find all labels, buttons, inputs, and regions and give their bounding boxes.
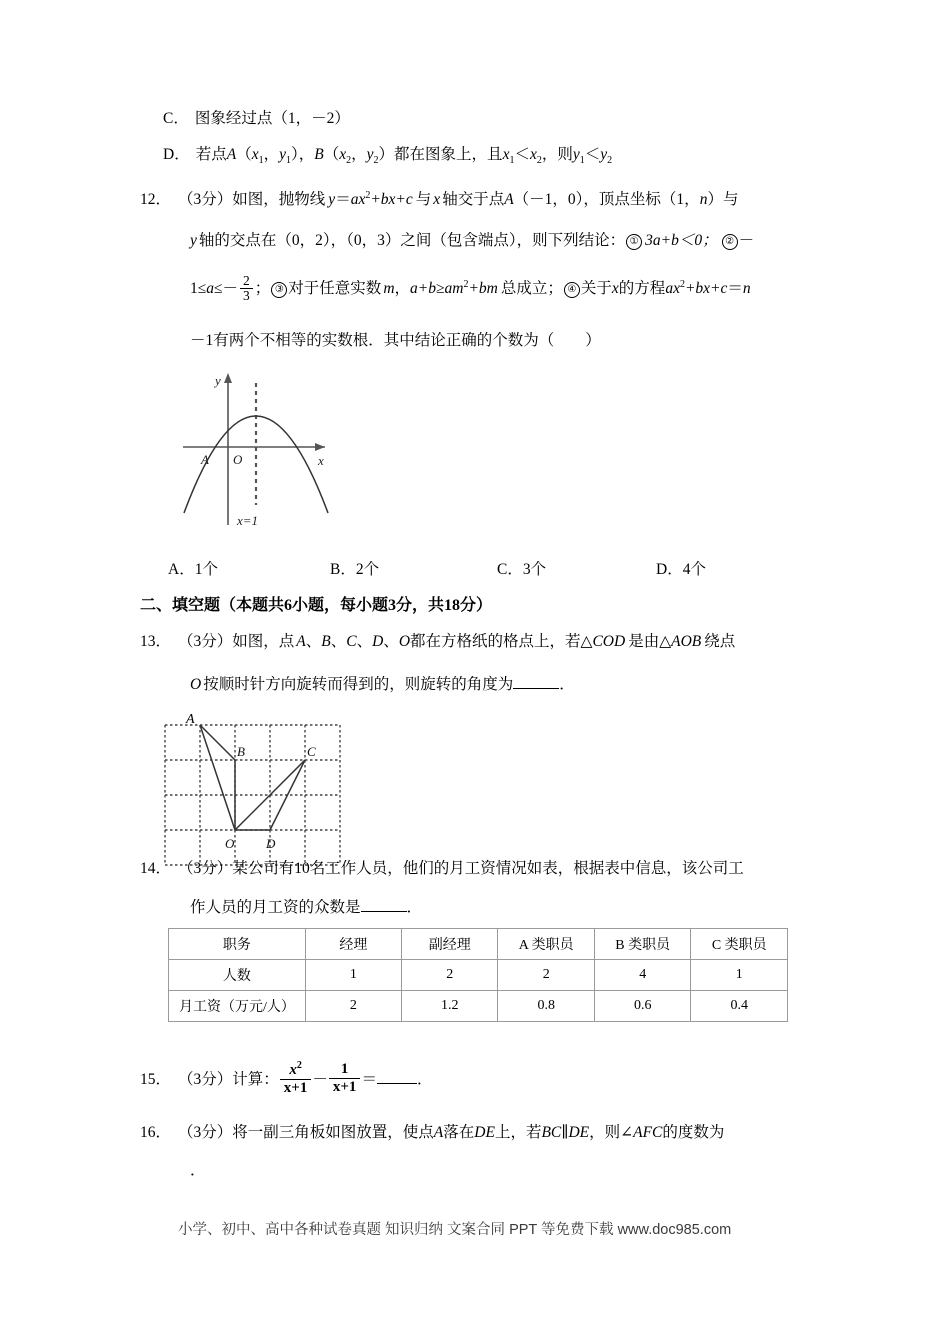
- q13-ptC: C: [346, 633, 357, 650]
- q16-e: 的度数为: [662, 1124, 725, 1141]
- q13-l1f: 都在方格纸的格点上，若△: [410, 633, 593, 650]
- q15-f2-denominator: x+1: [329, 1078, 361, 1096]
- q16-BC: BC: [541, 1124, 562, 1141]
- triangle-aob: [200, 725, 235, 830]
- q12-option-a-label: A．: [168, 561, 195, 578]
- q12-l1b: 与: [415, 191, 432, 209]
- q16-b: 落在: [443, 1124, 475, 1141]
- q15-equals: ＝: [361, 1070, 377, 1088]
- q12-sup: 2: [365, 190, 371, 201]
- q13-grid-figure: [163, 723, 343, 868]
- q13-ptD: D: [372, 633, 384, 650]
- q12-l3bxc: +bx+c: [684, 280, 728, 298]
- q15-points: （3分）: [178, 1070, 233, 1088]
- q12-bxc: +bx+c: [370, 191, 413, 209]
- q13-l1h: 绕点: [704, 633, 736, 650]
- q11-d-x2: x: [339, 146, 347, 163]
- q16-parallel-symbol: ∥: [561, 1124, 569, 1141]
- q12-l3e: 总成立；: [500, 280, 563, 298]
- q12-l3av: a: [206, 280, 215, 298]
- q13-sep2: 、: [330, 633, 347, 650]
- q11-d-i3: y: [572, 146, 580, 163]
- q12-l2y: y: [190, 232, 197, 249]
- q11-d-x1sub: 1: [258, 155, 264, 167]
- table-cell: 1: [305, 960, 401, 991]
- q13-sep4: 、: [383, 633, 399, 650]
- q11-d-i2: x: [529, 146, 537, 163]
- q12-l3ge: ≥: [436, 280, 445, 298]
- q16-DE2: DE: [568, 1124, 590, 1141]
- table-cell: 人数: [169, 960, 306, 991]
- q12-number: 12．: [140, 191, 172, 209]
- q12-l1d: （－1，0），顶点坐标（1，: [513, 191, 700, 209]
- q15-fraction-1: [280, 1060, 312, 1097]
- frac-numerator: 2: [243, 273, 250, 288]
- q12-option-d-text: 4个: [682, 561, 706, 578]
- table-row: [169, 960, 788, 991]
- q14-points: （3分）: [178, 860, 233, 877]
- q12-l3f: 关于: [580, 280, 612, 298]
- q13-sep1: 、: [305, 633, 322, 650]
- q11-d-t1: 若点: [195, 146, 227, 163]
- q12-line4: －1有两个不相等的实数根．其中结论正确的个数为（ ）: [190, 332, 601, 349]
- q11-d-y2sub: 2: [373, 155, 379, 167]
- q12-option-b-text: 2个: [355, 561, 380, 578]
- q15-line: [140, 1062, 432, 1099]
- table-cell: 副经理: [401, 929, 498, 960]
- q12-l3sup2: 2: [679, 279, 685, 291]
- footer-watermark: 小学、初中、高中各种试卷真题 知识归纳 文案合同 PPT 等免费下载 www.doc985.com: [178, 1222, 732, 1238]
- q12-option-c-text: 3个: [522, 561, 547, 578]
- q12-option-a[interactable]: [168, 557, 218, 579]
- q13-points: （3分）: [178, 633, 233, 650]
- q12-option-d[interactable]: [656, 557, 706, 579]
- q11-d-i4s: 2: [607, 155, 613, 167]
- q12-l1e: ）与: [707, 191, 739, 209]
- q16-c: 上，若: [494, 1124, 542, 1141]
- q12-l3semi: ；: [254, 280, 271, 298]
- q12-l3m: m: [383, 280, 395, 298]
- grid-label-O: O: [225, 836, 235, 851]
- table-cell: 0.6: [594, 991, 691, 1022]
- q14-line1: [140, 860, 744, 879]
- table-cell: A 类职员: [498, 929, 595, 960]
- table-row: [169, 991, 788, 1022]
- q14-l2a: 作人员的月工资的众数是: [190, 899, 361, 916]
- point-A-label: A: [201, 452, 209, 467]
- q16-points: （3分）: [178, 1124, 233, 1141]
- q12-option-a-text: 1个: [194, 561, 218, 578]
- q14-l2b: ．: [406, 899, 423, 916]
- q12-l3a: 1≤: [190, 280, 207, 298]
- q11-d-then: ，则: [541, 146, 573, 163]
- table-cell: 2: [305, 991, 401, 1022]
- q14-number: 14．: [140, 860, 172, 877]
- symmetry-line-label: x=1: [237, 513, 259, 528]
- q13-l1g: 是由△: [628, 633, 672, 650]
- q11-d-t2: （: [236, 146, 252, 163]
- q15-period: ．: [416, 1070, 433, 1088]
- q12-pointA: A: [504, 191, 514, 209]
- q14-l1: 某公司有10名工作人员，他们的月工资情况如表，根据表中信息，该公司工: [232, 860, 744, 877]
- parabola-svg: [175, 365, 365, 535]
- q15-f1-denominator: x+1: [280, 1079, 312, 1097]
- circled-four: ④: [564, 282, 580, 298]
- q13-l2O: O: [190, 676, 202, 693]
- table-cell: 1: [691, 960, 788, 991]
- table-cell: 2: [401, 960, 498, 991]
- q12-line3: [190, 275, 751, 304]
- q11-d-pointB: B: [314, 146, 324, 163]
- q12-l3eq: ＝: [727, 280, 743, 298]
- section-two-heading: 二、填空题（本题共6小题，每小题3分，共18分）: [140, 597, 493, 614]
- circled-three: ③: [271, 282, 287, 298]
- circled-two: ②: [722, 234, 738, 250]
- frac-denominator: 3: [240, 288, 253, 303]
- q13-number: 13．: [140, 633, 172, 650]
- table-row: [169, 929, 788, 960]
- q12-eq: ＝: [335, 191, 351, 209]
- q15-answer-blank[interactable]: [377, 1070, 417, 1084]
- q11-d-t4: （: [323, 146, 340, 163]
- q11-option-c-text: 图象经过点（1，－2）: [194, 110, 350, 127]
- q14-line2: [190, 898, 422, 918]
- q11-d-c2: ，: [351, 146, 367, 163]
- table-cell: 2: [498, 960, 595, 991]
- q12-n: n: [699, 191, 708, 209]
- q13-tri-aob: AOB: [671, 633, 702, 650]
- q13-ptO: O: [398, 633, 411, 650]
- q12-l3b: ≤－: [214, 280, 239, 298]
- q16-line1: [140, 1124, 724, 1143]
- q15-f1-exponent: 2: [296, 1060, 302, 1071]
- q12-l3am: am: [444, 280, 464, 298]
- q15-f1-numerator: [280, 1060, 312, 1079]
- q12-l1a: 如图，抛物线: [232, 191, 326, 209]
- q12-option-b[interactable]: [330, 557, 379, 579]
- q12-l3d: ，: [394, 280, 411, 298]
- q13-ptB: B: [321, 633, 331, 650]
- table-cell: 1.2: [401, 991, 498, 1022]
- q11-option-c: [163, 110, 350, 129]
- q12-l3ax: ax: [665, 280, 680, 298]
- q12-ax: ax: [350, 191, 366, 209]
- q11-d-t3: ），: [291, 146, 315, 163]
- q16-d: ，则∠: [589, 1124, 634, 1141]
- q12-parabola-figure: [175, 365, 365, 535]
- q16-number: 16．: [140, 1124, 172, 1141]
- q12-option-d-label: D．: [656, 561, 683, 578]
- q11-d-lt2: ＜: [584, 146, 601, 163]
- q11-d-y1: y: [279, 146, 286, 163]
- q11-option-c-label: C．: [163, 110, 189, 127]
- q11-d-t5: ）都在图象上，且: [378, 146, 503, 163]
- q12-l3n: n: [742, 280, 751, 298]
- q11-d-pointA: A: [226, 146, 237, 163]
- grid-label-B: B: [237, 744, 245, 759]
- q16-a: 将一副三角板如图放置，使点: [232, 1124, 434, 1141]
- x-axis-arrow: [315, 443, 325, 451]
- x-axis-label: x: [318, 453, 324, 468]
- q11-d-y2: y: [366, 146, 374, 163]
- q15-number: 15．: [140, 1070, 172, 1088]
- q15-f1-x: x: [289, 1062, 297, 1078]
- q11-option-d-label: D．: [163, 146, 190, 163]
- q12-l2minus: －: [738, 232, 755, 249]
- q12-line2: [190, 232, 754, 251]
- q12-option-c[interactable]: [497, 557, 546, 579]
- q16-DE1: DE: [474, 1124, 495, 1141]
- table-cell: 0.4: [691, 991, 788, 1022]
- q13-tri-cod: COD: [592, 633, 626, 650]
- q11-d-c1: ，: [263, 146, 280, 163]
- q16-pointA: A: [433, 1124, 444, 1141]
- q12-option-c-label: C．: [497, 561, 523, 578]
- q12-l2a: 轴的交点在（0，2），（0，3）之间（包含端点），则下列结论：: [198, 232, 626, 249]
- y-axis-label: y: [215, 373, 221, 388]
- q12-xaxis: x: [433, 191, 441, 209]
- q14-salary-table: [168, 928, 788, 1022]
- y-axis-arrow: [224, 373, 232, 383]
- q11-d-i2s: 2: [536, 155, 542, 167]
- circled-one: ①: [626, 234, 642, 250]
- grid-svg: [163, 723, 343, 868]
- q16-line2: [190, 1162, 206, 1181]
- q16-angle-AFC: AFC: [633, 1124, 663, 1141]
- q12-l3x: x: [611, 280, 619, 298]
- q11-d-y1sub: 1: [286, 155, 291, 167]
- q13-line2: [190, 675, 575, 695]
- q12-y: y: [328, 191, 336, 209]
- q11-option-d: [163, 146, 612, 167]
- table-cell: 经理: [305, 929, 401, 960]
- table-cell: 0.8: [498, 991, 595, 1022]
- q13-sep3: 、: [356, 633, 373, 650]
- grid-label-D: D: [266, 836, 276, 851]
- origin-label: O: [233, 452, 243, 467]
- q11-d-x2sub: 2: [346, 155, 352, 167]
- q12-points: （3分）: [178, 191, 233, 209]
- q12-l3bm: +bm: [468, 280, 498, 298]
- table-cell: C 类职员: [691, 929, 788, 960]
- q16-period: ．: [190, 1162, 206, 1179]
- q12-l3g: 的方程: [618, 280, 666, 298]
- q11-d-i1s: 1: [509, 155, 515, 167]
- q15-calc-label: 计算：: [232, 1070, 279, 1088]
- q13-l2b: ．: [559, 676, 575, 693]
- q11-d-i3s: 1: [579, 155, 585, 167]
- table-cell: 职务: [169, 929, 306, 960]
- q13-ptA: A: [296, 633, 306, 650]
- table-cell: 4: [594, 960, 691, 991]
- grid-label-A-outer: A: [186, 712, 195, 727]
- q12-l2b: 3a+b＜0；: [645, 232, 718, 249]
- fraction-two-thirds: [240, 274, 253, 303]
- q11-d-lt1: ＜: [514, 146, 530, 163]
- grid-label-C: C: [307, 744, 316, 759]
- q15-fraction-2: [329, 1061, 361, 1096]
- q15-minus: －: [312, 1070, 328, 1088]
- q11-d-i1: x: [502, 146, 510, 163]
- q12-l3sup: 2: [463, 279, 469, 291]
- q13-l2a: 按顺时针方向旋转而得到的，则旋转的角度为: [203, 676, 514, 693]
- q13-l1a: 如图，点: [232, 633, 295, 650]
- table-cell: 月工资（万元/人）: [169, 991, 306, 1022]
- q15-f2-numerator: 1: [340, 1061, 349, 1077]
- q13-answer-blank[interactable]: [513, 675, 559, 689]
- q12-l3ab: a+b: [410, 280, 436, 298]
- table-cell: B 类职员: [594, 929, 691, 960]
- q12-option-b-label: B．: [330, 561, 356, 578]
- q13-line1: [140, 633, 735, 652]
- q12-l3c: 对于任意实数: [288, 280, 382, 298]
- q11-d-x1: x: [251, 146, 259, 163]
- q14-answer-blank[interactable]: [361, 898, 407, 912]
- q11-d-i4: y: [600, 146, 608, 163]
- q12-l1c: 轴交于点: [442, 191, 505, 209]
- q12-line1: [140, 190, 738, 210]
